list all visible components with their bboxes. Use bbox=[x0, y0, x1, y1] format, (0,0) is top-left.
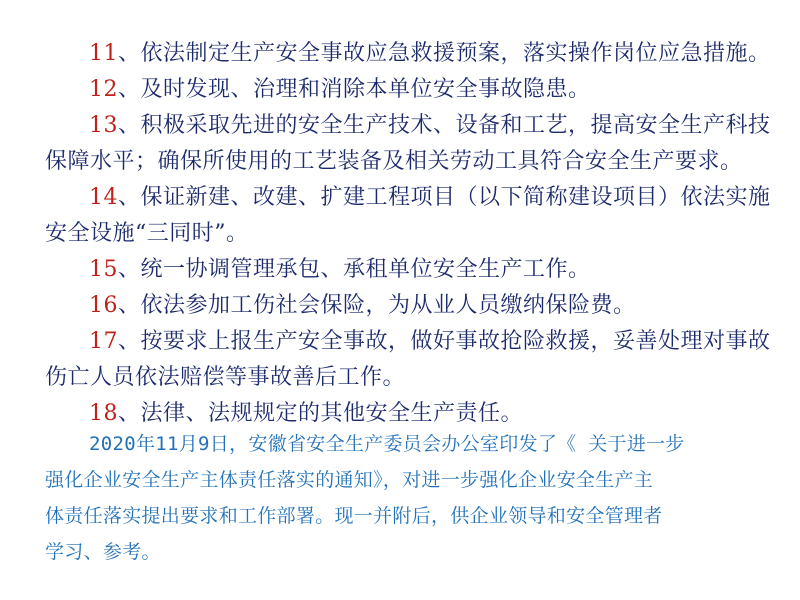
list-item bbox=[45, 72, 765, 108]
item-text: 、及时发现、治理和消除本单位安全事故隐患。 bbox=[118, 77, 591, 102]
list-item bbox=[45, 324, 771, 396]
notice-paragraph bbox=[45, 426, 765, 570]
item-number: 18 bbox=[89, 401, 118, 426]
notice-line: 2020年11月9日，安徽省安全生产委员会办公室印发了《 关于进一步 bbox=[89, 433, 685, 455]
item-number: 17 bbox=[89, 329, 118, 354]
item-number: 15 bbox=[89, 257, 118, 282]
item-number: 14 bbox=[89, 185, 118, 210]
item-text: 、依法参加工伤社会保险，为从业人员缴纳保险费。 bbox=[118, 293, 636, 318]
notice-line: 体责任落实提出要求和工作部署。现一并附后，供企业领导和安全管理者 bbox=[45, 505, 663, 527]
notice-line: 强化企业安全生产主体责任落实的通知》，对进一步强化企业安全生产主 bbox=[45, 469, 654, 491]
responsibility-list bbox=[45, 36, 771, 432]
item-text: 、保证新建、改建、扩建工程项目（以下简称建设项目）依法实施 bbox=[118, 185, 771, 210]
item-number: 16 bbox=[89, 293, 118, 318]
item-text: 、积极采取先进的安全生产技术、设备和工艺，提高安全生产科技 bbox=[118, 113, 771, 138]
list-item bbox=[45, 36, 771, 72]
list-item bbox=[45, 180, 771, 252]
item-text: 、法律、法规规定的其他安全生产责任。 bbox=[118, 401, 524, 426]
item-number: 13 bbox=[89, 113, 118, 138]
item-text: 、统一协调管理承包、承租单位安全生产工作。 bbox=[118, 257, 591, 282]
item-text-continued: 安全设施“三同时”。 bbox=[45, 221, 249, 246]
item-text: 、依法制定生产安全事故应急救援预案，落实操作岗位应急措施。 bbox=[118, 41, 771, 66]
item-number: 12 bbox=[89, 77, 118, 102]
list-item bbox=[45, 108, 771, 180]
item-number: 11 bbox=[89, 41, 118, 66]
item-text: 、按要求上报生产安全事故，做好事故抢险救援，妥善处理对事故 bbox=[118, 329, 771, 354]
list-item bbox=[45, 288, 765, 324]
item-text-continued: 伤亡人员依法赔偿等事故善后工作。 bbox=[45, 365, 406, 390]
notice-line: 学习、参考。 bbox=[45, 541, 161, 563]
list-item bbox=[45, 252, 765, 288]
item-text-continued: 保障水平；确保所使用的工艺装备及相关劳动工具符合安全生产要求。 bbox=[45, 149, 743, 174]
